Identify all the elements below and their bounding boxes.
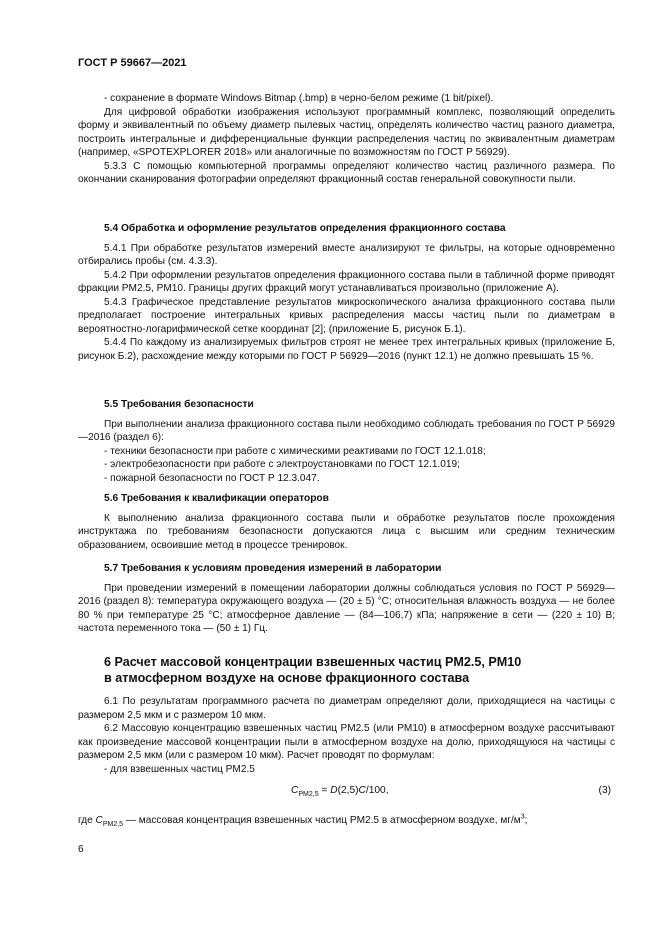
formula-expression: $C_{PM2,5} = D(2,5)C/100$, [291, 785, 389, 799]
paragraph: 5.4.3 Графическое представление результатов микроскопического анализа фракционного состава пыли предполагает построение интегральных кривых распределения массы частиц пыли по диаметрам в вероятностно-логарифмической сетке координат [2]; (приложение Б, рисунок Б.1). [78, 296, 615, 335]
section-5-6 [78, 492, 615, 552]
paragraph: Для цифровой обработки изображения используют программный комплекс, позволяющий определить форму и эквивалентный по объему диаметр пылевых частиц, определять количество частиц разного диаметра, построить интегральные и дифференциальные функции распределения частиц по эквивалентным диаметрам (например, «SPOTEXPLORER 2018» или аналогичные по возможностям по ГОСТ Р 56929). [78, 106, 615, 158]
chapter-heading-line2: в атмосферном воздухе на основе фракционного состава [104, 671, 470, 685]
section-5-5 [78, 398, 615, 485]
section-heading: 5.4 Обработка и оформление результатов определения фракционного состава [104, 223, 506, 234]
paragraph: 5.4.1 При обработке результатов измерений вместе анализируют те фильтры, на которые одновременно отбирались пробы (см. 4.3.3). [78, 242, 615, 267]
paragraph: - сохранение в формате Windows Bitmap (.bmp) в черно-белом режиме (1 bit/pixel). [104, 93, 494, 104]
paragraph: 5.4.2 При оформлении результатов определения фракционного состава пыли в табличной форме приводят фракции PM2.5, PM10. Границы других фракций могут устанавливаться произвольно (приложение А). [78, 269, 615, 294]
section-5-4 [78, 222, 615, 363]
paragraph: При проведении измерений в помещении лаборатории должны соблюдаться условия по ГОСТ Р 56929—2016 (раздел 8): температура окружающего воздуха — (20 ± 5) °С; относительная влажность воздуха — не более 80 % при температуре 25 °С; атмосферное давление — (84—106,7) кПа; напряжение в сети — (220 ± 10) В; частота переменного тока — (50 ± 1) Гц. [78, 582, 615, 634]
formula-3 [78, 785, 615, 801]
paragraph: 6.1 По результатам программного расчета по диаметрам определяют доли, приходящиеся на частицы с размером 2,5 мкм и с размером 10 мкм. [78, 696, 615, 721]
standard-header: ГОСТ Р 59667—2021 [78, 57, 187, 69]
formula-number: (3) [598, 785, 611, 796]
page-number: 6 [78, 844, 84, 855]
list-item: - техники безопасности при работе с химическими реактивами по ГОСТ 12.1.018; [104, 445, 486, 457]
paragraph: 6.2 Массовую концентрацию взвешенных частиц PM2.5 (или PM10) в атмосферном воздухе рассчитывают как произведение массовой концентрации пыли в атмосферном воздухе на долю, приходящуюся на частицы с размером 2,5 мкм (или с размером 10 мкм). Расчет проводят по формулам: [78, 723, 615, 761]
section-heading: 5.7 Требования к условиям проведения измерений в лаборатории [104, 563, 442, 574]
section-5-7 [78, 562, 615, 636]
paragraph: К выполнению анализа фракционного состава пыли и обработке результатов после прохождения инструктажа по требованиям безопасности допускаются лица с высшим или средним техническим образованием, освоившие метод в процессе тренировок. [78, 512, 615, 551]
list-item: - пожарной безопасности по ГОСТ Р 12.3.047. [104, 472, 320, 484]
list-item: - для взвешенных частиц PM2.5 [104, 763, 255, 775]
text-block-intro [78, 92, 615, 187]
where-clause: где $C_{PM2,5}$ — массовая концентрация взвешенных частиц PM2.5 в атмосферном воздухе, $мг/м^3$; [78, 813, 528, 829]
paragraph: 5.3.3 С помощью компьютерной программы определяют количество частиц различного размера. По окончании сканирования фотографии определяют фракционный состав генеральной совокупности пыли. [78, 160, 615, 185]
paragraph: 5.4.4 По каждому из анализируемых фильтров строят не менее трех интегральных кривых (приложение Б, рисунок Б.2), расхождение между которыми по ГОСТ Р 56929—2016 (пункт 12.1) не должно превышать 15 %. [78, 337, 615, 362]
section-6 [78, 654, 615, 828]
chapter-heading-line1: 6 Расчет массовой концентрации взвешенных частиц PM2.5, PM10 [104, 655, 522, 669]
paragraph: При выполнении анализа фракционного состава пыли необходимо соблюдать требования по ГОСТ Р 56929—2016 (раздел 6): [78, 418, 615, 443]
section-heading: 5.5 Требования безопасности [104, 399, 254, 410]
section-heading: 5.6 Требования к квалификации операторов [104, 493, 329, 504]
list-item: - электробезопасности при работе с электроустановками по ГОСТ 12.1.019; [104, 459, 460, 470]
